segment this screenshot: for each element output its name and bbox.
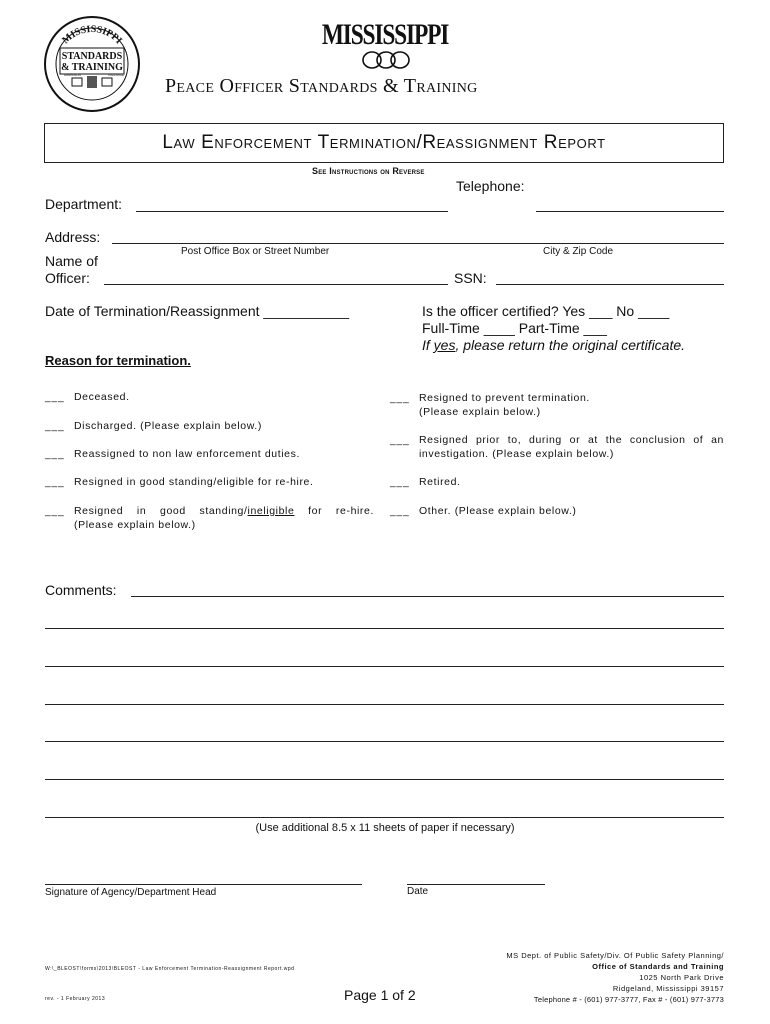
- seal-left-word: ADMISSION: [64, 73, 81, 77]
- mississippi-logo: [300, 18, 470, 73]
- reason-ineligible: [74, 504, 374, 532]
- reason-investigation-line2: investigation. (Please explain below.): [419, 448, 614, 460]
- reason-checkbox-eligible[interactable]: ___: [45, 477, 65, 488]
- comments-line[interactable]: [45, 817, 724, 818]
- reason-ineligible-note: (Please explain below.): [74, 519, 196, 531]
- revision-date: rev. - 1 February 2013: [45, 996, 106, 1002]
- date-termination-label[interactable]: Date of Termination/Reassignment ___________: [45, 303, 350, 319]
- address-hint-street: Post Office Box or Street Number: [181, 246, 330, 257]
- additional-sheets-note: (Use additional 8.5 x 11 sheets of paper if necessary): [255, 822, 515, 834]
- address-hint-city: City & Zip Code: [543, 246, 614, 257]
- reason-checkbox-investigation[interactable]: ___: [390, 435, 410, 446]
- name-label-line2: Officer:: [45, 270, 90, 286]
- reason-checkbox-ineligible[interactable]: ___: [45, 506, 65, 517]
- form-title-box: [44, 123, 724, 163]
- telephone-field[interactable]: [536, 211, 724, 212]
- address-field[interactable]: [112, 243, 724, 244]
- comments-line[interactable]: [131, 596, 724, 597]
- reason-reassigned: Reassigned to non law enforcement duties.: [74, 448, 300, 460]
- address-label: Address:: [45, 229, 101, 245]
- footer-address-line: 1025 North Park Drive: [639, 973, 724, 982]
- department-field[interactable]: [136, 211, 448, 212]
- signature-label: Signature of Agency/Department Head: [45, 887, 217, 898]
- comments-line[interactable]: [45, 666, 724, 667]
- fulltime-parttime[interactable]: Full-Time ____ Part-Time ___: [422, 320, 607, 336]
- comments-line[interactable]: [45, 741, 724, 742]
- file-path: W:\_BLEOST\forms\2013\BLEOST - Law Enforcement Termination-Reassignment Report.wpd: [45, 966, 295, 972]
- instructions-note: See Instructions on Reverse: [312, 166, 425, 176]
- logo-word: MISSISSIPPI: [321, 18, 449, 51]
- reason-prevent-line2: (Please explain below.): [419, 406, 541, 418]
- certified-question[interactable]: Is the officer certified? Yes ___ No ____: [422, 303, 670, 319]
- date-label: Date: [407, 886, 429, 897]
- reason-checkbox-reassigned[interactable]: ___: [45, 449, 65, 460]
- agency-title: Peace Officer Standards & Training: [165, 75, 478, 97]
- reason-deceased: Deceased.: [74, 391, 130, 403]
- reason-retired: Retired.: [419, 476, 461, 488]
- reason-other: Other. (Please explain below.): [419, 505, 577, 517]
- reason-prevent: [419, 391, 590, 419]
- footer-address-line: Ridgeland, Mississippi 39157: [612, 984, 724, 993]
- reason-checkbox-retired[interactable]: ___: [390, 477, 410, 488]
- footer-address-line: Office of Standards and Training: [592, 962, 724, 971]
- department-label: Department:: [45, 196, 123, 212]
- seal-right-word: VIGILANCE: [108, 73, 125, 77]
- footer-address-line: Telephone # - (601) 977-3777, Fax # - (601) 977-3773: [533, 995, 724, 1004]
- comments-line[interactable]: [45, 779, 724, 780]
- reason-checkbox-prevent[interactable]: ___: [390, 393, 410, 404]
- reason-heading: Reason for termination.: [45, 353, 191, 368]
- reason-discharged: Discharged. (Please explain below.): [74, 420, 262, 432]
- telephone-label: Telephone:: [456, 178, 525, 194]
- seal-line2: & TRAINING: [61, 62, 123, 73]
- footer-address-line: MS Dept. of Public Safety/Div. Of Public Safety Planning/: [506, 951, 724, 960]
- ssn-label: SSN:: [454, 270, 487, 286]
- officer-name-field[interactable]: [104, 284, 448, 285]
- comments-line[interactable]: [45, 704, 724, 705]
- seal-line1: STANDARDS: [61, 51, 123, 62]
- reason-ineligible-suffix: for re-hire.: [294, 505, 374, 517]
- reason-prevent-line1: Resigned to prevent termination.: [419, 392, 590, 404]
- reason-checkbox-deceased[interactable]: ___: [45, 392, 65, 403]
- reason-checkbox-discharged[interactable]: ___: [45, 421, 65, 432]
- comments-label: Comments:: [45, 582, 117, 598]
- reason-investigation-line1: Resigned prior to, during or at the conclusion of an: [419, 434, 724, 446]
- agency-seal: [42, 14, 142, 114]
- date-field[interactable]: [407, 884, 545, 885]
- certificate-note-suffix: , please return the original certificate.: [455, 337, 686, 353]
- certificate-note: [422, 337, 685, 353]
- signature-field[interactable]: [45, 884, 362, 885]
- page-number: Page 1 of 2: [344, 987, 416, 1003]
- reason-checkbox-other[interactable]: ___: [390, 506, 410, 517]
- form-title: Law Enforcement Termination/Reassignment Report: [162, 132, 606, 153]
- comments-line[interactable]: [45, 628, 724, 629]
- name-label-line1: Name of: [45, 253, 98, 269]
- reason-eligible: Resigned in good standing/eligible for re-hire.: [74, 476, 314, 488]
- seal-arc-text: MISSISSIPPI: [60, 23, 125, 47]
- certificate-note-prefix: If: [422, 337, 434, 353]
- logo-rings-icon: [300, 48, 470, 72]
- reason-ineligible-prefix: Resigned in good standing/: [74, 505, 248, 517]
- certificate-note-yes: yes: [433, 337, 456, 353]
- ssn-field[interactable]: [496, 284, 724, 285]
- reason-investigation: [419, 433, 724, 461]
- reason-ineligible-word: ineligible: [247, 505, 295, 517]
- footer-address: [506, 950, 724, 1005]
